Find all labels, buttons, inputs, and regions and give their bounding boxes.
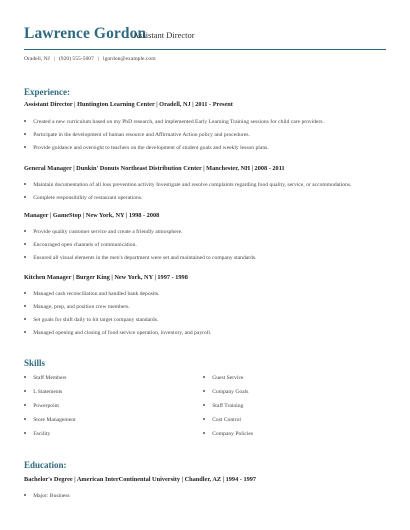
skill-item: Staff Members <box>24 375 67 381</box>
list-item: Set goals for shift daily to hit target company standards. <box>24 317 158 323</box>
job-title: Kitchen Manager | Burger King | New York, NY | 1997 - 1998 <box>24 274 188 281</box>
job-title: Assistant Director | Huntington Learning Center | Oradell, NJ | 2011 - Present <box>24 101 233 108</box>
list-item: Complete responsibility of restaurant operations. <box>24 195 142 201</box>
skill-item: Company Goals <box>203 389 248 395</box>
degree-line: Bachelor's Degree | American InterContinental University | Chandler, AZ | 1994 - 1997 <box>24 476 257 483</box>
job-title: General Manager | Dunkin' Donuts Northeast Distribution Center | Manchester, NH | 2008 - 2011 <box>24 165 285 172</box>
list-item: Manage, prep, and position crew members. <box>24 304 130 310</box>
experience-heading: Experience: <box>24 87 70 97</box>
contact-location: Oradell, NJ <box>24 56 50 62</box>
job-title: Manager | GameStop | New York, NY | 1998 - 2008 <box>24 212 160 219</box>
list-item: Ensured all visual elements in the men's department were set and maintained to company standards. <box>24 255 256 261</box>
skill-item: Store Management <box>24 417 76 423</box>
contact-phone: (920) 555-5007 <box>58 56 94 62</box>
list-item: Encouraged open channels of communication. <box>24 242 137 248</box>
contact-line <box>24 56 156 62</box>
list-item: Managed cash reconciliation and handled bank deposits. <box>24 291 159 297</box>
skills-heading: Skills <box>24 358 46 368</box>
list-item: Maintain documentation of all loss prevention activity Investigate and resolve complaints regarding food quality, service, or accommodations. <box>24 182 351 188</box>
list-item: Participate in the development of human resource and Affirmative Action policy and procedures. <box>24 132 250 138</box>
header-divider <box>24 49 386 50</box>
candidate-name: Lawrence Gordon <box>24 25 147 42</box>
skill-item: Company Policies <box>203 431 253 437</box>
list-item: Provide quality customer service and create a friendly atmosphere. <box>24 229 182 235</box>
candidate-title: Assistant Director <box>133 30 195 40</box>
list-item: Provide guidance and oversight to teachers on the development of student goals and weekly lesson plans. <box>24 145 269 151</box>
contact-email[interactable]: lgordon@example.com <box>103 56 156 62</box>
contact-separator: | <box>97 56 100 62</box>
skill-item: L Statements <box>24 389 62 395</box>
education-heading: Education: <box>24 460 67 470</box>
skill-item: Powerpoint <box>24 403 59 409</box>
list-item: Managed opening and closing of food service operation, inventory, and payroll. <box>24 330 211 336</box>
contact-separator: | <box>53 56 55 62</box>
list-item: Major: Business <box>24 493 70 499</box>
list-item: Created a new curriculum based on my PhD research, and implemented Early Learning Training sessions for child care providers. <box>24 119 324 125</box>
skill-item: Facility <box>24 431 50 437</box>
skill-item: Guest Service <box>203 375 243 381</box>
skill-item: Staff Training <box>203 403 243 409</box>
skill-item: Cost Control <box>203 417 241 423</box>
